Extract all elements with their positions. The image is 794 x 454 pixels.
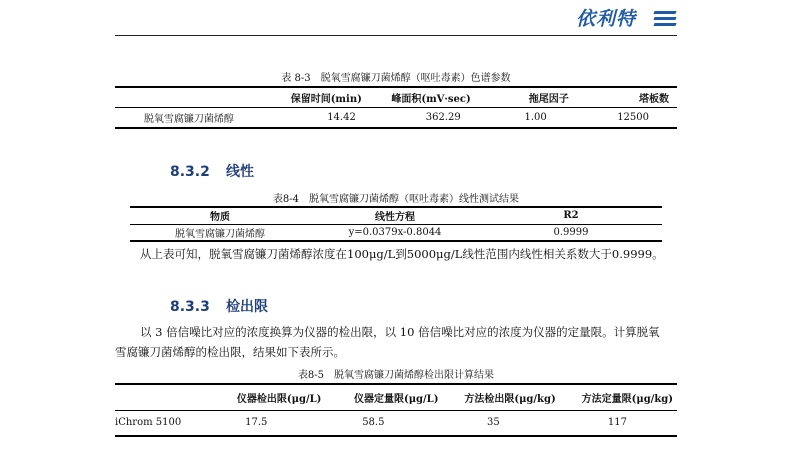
paragraph-lod-line1: 以 3 倍信噪比对应的浓度换算为仪器的检出限，以 10 倍信噪比对应的浓度为仪器的定量限。计算脱氧 <box>140 325 660 339</box>
logo-text: 依利特 <box>576 8 637 30</box>
table-header-row <box>115 384 677 410</box>
table-header-row <box>115 87 677 107</box>
cell: 脱氧雪腐镰刀菌烯醇 <box>175 228 265 240</box>
col-header: 仪器检出限(μg/L) <box>236 393 322 405</box>
cell: 17.5 <box>245 417 268 429</box>
section-heading-8-3-2 <box>170 161 254 181</box>
cell: 35 <box>486 417 500 429</box>
table-8-5-caption: 表8-5 脱氧雪腐镰刀菌烯醇检出限计算结果 <box>297 370 495 381</box>
logo-stripes-icon <box>654 11 676 27</box>
section-title: 线性 <box>226 164 254 180</box>
table-row <box>130 224 662 241</box>
col-header <box>115 384 204 410</box>
cell: 58.5 <box>362 417 385 429</box>
col-header <box>115 87 263 107</box>
col-header: 仪器定量限(μg/L) <box>353 393 439 405</box>
table-8-3-caption: 表 8-3 脱氧雪腐镰刀菌烯醇（呕吐毒素）色谱参数 <box>281 73 511 84</box>
brand-logo <box>576 6 676 32</box>
cell: 362.29 <box>425 111 461 123</box>
col-header: 物质 <box>210 212 230 224</box>
section-heading-8-3-3 <box>170 296 268 316</box>
header-rule <box>115 35 677 36</box>
cell: 117 <box>607 417 627 429</box>
table-8-3 <box>115 86 677 129</box>
paragraph-lod-line2: 雪腐镰刀菌烯醇的检出限，结果如下表所示。 <box>115 345 345 359</box>
cell: 12500 <box>617 111 649 123</box>
col-header: 方法检出限(μg/kg) <box>464 393 556 405</box>
paragraph-linearity: 从上表可知，脱氧雪腐镰刀菌烯醇浓度在100μg/L到5000μg/L线性范围内线性相关系数大于0.9999。 <box>140 247 664 261</box>
col-header: 线性方程 <box>375 212 415 224</box>
table-8-4 <box>130 206 662 242</box>
table-header-row <box>130 207 662 224</box>
cell: 0.9999 <box>553 226 589 238</box>
col-header: 拖尾因子 <box>528 93 569 105</box>
table-8-5 <box>115 383 677 437</box>
section-number: 8.3.2 <box>170 164 210 180</box>
table-8-4-caption: 表8-4 脱氧雪腐镰刀菌烯醇（呕吐毒素）线性测试结果 <box>272 194 520 205</box>
col-header: 方法定量限(μg/kg) <box>581 393 673 405</box>
col-header: 塔板数 <box>639 93 669 105</box>
table-row <box>115 107 677 128</box>
col-header: 峰面积(mV·sec) <box>391 93 471 105</box>
cell: iChrom 5100 <box>115 417 182 429</box>
section-number: 8.3.3 <box>170 299 210 315</box>
section-title: 检出限 <box>226 299 268 315</box>
cell: 14.42 <box>327 111 356 123</box>
cell: y=0.0379x-0.8044 <box>348 226 442 238</box>
col-header: R2 <box>563 210 579 222</box>
cell: 1.00 <box>524 111 547 123</box>
table-row <box>115 410 677 436</box>
cell: 脱氧雪腐镰刀菌烯醇 <box>143 113 234 125</box>
col-header: 保留时间(min) <box>290 93 362 105</box>
